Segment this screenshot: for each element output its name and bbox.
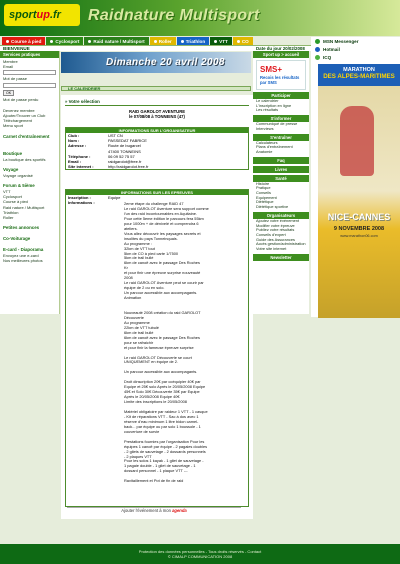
desc-line: back... par équipe ou par solo 1 boussole - 1	[124, 423, 201, 429]
nav-label: Cyclosport	[55, 38, 80, 44]
forum-heading[interactable]: Forum & 5ième	[3, 183, 35, 189]
calendar-bar[interactable]	[61, 86, 251, 91]
bullet-icon	[50, 40, 53, 43]
event-description	[124, 202, 242, 489]
sante-link[interactable]: Equipement	[256, 194, 277, 200]
entrainer-link[interactable]: Plans d'entraînement	[256, 144, 293, 150]
forum-link[interactable]: Roller	[3, 215, 14, 221]
logo-text-1: sport	[9, 9, 37, 21]
add-to-agenda[interactable]	[67, 507, 241, 513]
agenda-brand: agenda	[172, 508, 187, 513]
nav-label: Roller	[158, 38, 172, 44]
poster-date: 9 NOVEMBRE 2008	[333, 226, 385, 232]
row-value: Equipe	[108, 195, 121, 200]
poster-title-2: DES ALPES-MARITIMES	[323, 73, 395, 80]
sport-nav	[0, 37, 310, 45]
bullet-icon	[88, 40, 91, 43]
forgot-password-link[interactable]: Mot de passe perdu	[3, 96, 39, 102]
row-value: 06 09 52 75 57	[108, 153, 135, 159]
sportup-link[interactable]: Sport up > accueil	[253, 51, 309, 58]
member-label: Membre	[3, 59, 18, 64]
nav-label: Triathlon	[185, 38, 206, 44]
member-link[interactable]: Ajouter/Trouver un Club	[3, 113, 46, 119]
faq-heading[interactable]: Faq	[253, 157, 309, 164]
icq-icon	[315, 55, 320, 60]
msn-link[interactable]	[311, 37, 400, 45]
member-link[interactable]: Menu sport	[3, 123, 24, 129]
informer-heading: S'informer	[253, 115, 309, 122]
desc-line: insolites du pays Tonneinquais.	[124, 235, 178, 241]
forum-link[interactable]: Course à pied	[3, 199, 28, 205]
msn-label: MSN Messenger	[323, 38, 359, 44]
row-key: Site internet :	[68, 164, 94, 170]
org-link[interactable]: Votre site internet	[256, 246, 287, 252]
desc-line: réserve d'eau minimum 1 litre bidon camel-	[124, 418, 199, 424]
member-link[interactable]: Devenez membre	[3, 107, 35, 113]
icq-link[interactable]	[311, 53, 400, 61]
services-heading: Services pratiques	[0, 51, 59, 58]
participer-link[interactable]: Les résultats	[256, 107, 279, 113]
voyage-link[interactable]: Voyage organisé	[3, 172, 33, 178]
participer-link[interactable]: L'inscription en ligne	[256, 102, 292, 108]
desc-line: UNIQUEMENT en équipe de 2.	[124, 359, 178, 365]
calendar-label: LE CALENDRIER	[68, 86, 101, 91]
site-title: Raidnature Multisport	[88, 7, 260, 24]
annonces-heading[interactable]: Petites annonces	[3, 225, 40, 231]
desc-line: 2008	[124, 275, 133, 281]
email-link[interactable]: raidgarolot@free.fr	[108, 159, 142, 165]
nav-raid[interactable]	[84, 37, 148, 45]
row-key: Nom :	[68, 138, 80, 144]
desc-line: 6km de trail bullé	[124, 329, 154, 335]
organizer-table	[65, 127, 249, 170]
table-row	[66, 164, 248, 169]
nav-co[interactable]	[233, 37, 253, 45]
desc-line: Nouveauté 2008 création du raid GAROLOT	[124, 309, 201, 315]
row-value: UST CN	[108, 133, 123, 138]
entrainer-heading: S'entraîner	[253, 134, 309, 141]
desc-line: Au programme	[124, 319, 150, 325]
desc-line: 5km de CO à pied carte 1/7500	[124, 250, 179, 256]
desc-line: 6km de canoë avec le passage Des Roches	[124, 334, 200, 340]
org-link[interactable]: Publiez votre résultats	[256, 227, 295, 233]
member-link[interactable]: Téléchargement	[3, 118, 32, 124]
row-value: PASSEDAT FABRICE	[108, 138, 147, 144]
org-link[interactable]: Guide des Assurances	[256, 236, 295, 242]
desc-line: Le raid GAROLOT Aventure sera support comme	[124, 205, 209, 211]
runner-illustration	[340, 106, 374, 176]
raid-name: RAID GAROLOT AVENTURE	[128, 109, 186, 114]
desc-line	[124, 484, 242, 489]
events-header: INFORMATIONS SUR LES EPREUVES	[66, 190, 248, 195]
bullet-icon	[237, 40, 240, 43]
forum-link[interactable]: Cyclosport	[3, 194, 22, 200]
desc-line: Le raid GAROLOT Découverte se court	[124, 354, 192, 360]
desc-line: équipe de 2 ou en solo.	[124, 285, 165, 291]
desc-line: et pour finir la fameuse épreuve surprise	[124, 344, 194, 350]
desc-line: l'un des raid incontournables en Aquitaine.	[124, 210, 197, 216]
nav-label: CO	[241, 38, 249, 44]
livres-heading[interactable]: Livres	[253, 166, 309, 173]
nav-label: VTT	[219, 38, 228, 44]
ecard-heading[interactable]: E-card - Diaporama	[3, 247, 44, 253]
desc-line: - 2 gilets de sauvetage - 2 dossards personnels	[124, 448, 206, 454]
login-ok-button[interactable]: OK	[3, 90, 14, 96]
organizer-header: INFORMATIONS SUR L'ORGANISATEUR	[66, 128, 248, 133]
raid-date: le 07/08/08 à TONNEINS (47)	[129, 114, 185, 119]
sante-link[interactable]: Diététique sportive	[256, 204, 289, 210]
row-key: Adresse :	[68, 143, 87, 149]
org-link[interactable]: Ajoutez votre événement	[256, 217, 300, 223]
main-content	[61, 95, 253, 519]
desc-line: Un parcour accessible aux accompagants.	[124, 369, 198, 375]
desc-line: couverture de survie	[124, 428, 160, 434]
desc-line: Vous allez découvrir les paysages secrets et	[124, 230, 201, 236]
footer-copyright: © CIMALP COMMUNICATION 2008	[167, 554, 233, 559]
entrainer-link[interactable]: Calculateurs	[256, 139, 278, 145]
nav-label: Raid nature / Multisport	[93, 38, 145, 44]
website-link[interactable]: http://raidgarolot.free.fr	[108, 164, 149, 170]
hotmail-link[interactable]	[311, 45, 400, 53]
sante-heading: Santé	[253, 175, 309, 182]
desc-line: dossard personnel - 1 plaque VTT ---	[124, 468, 188, 474]
footer-links[interactable]: Protection des données personnelles - Tous droits réservés - Contact	[138, 549, 262, 554]
nav-cyclosport[interactable]	[46, 37, 83, 45]
sante-link[interactable]: Diététique	[256, 199, 274, 205]
row-key: Informations :	[68, 200, 95, 206]
desc-line: Un parcour accessible aux accompagants.	[124, 290, 198, 296]
site-footer	[0, 544, 400, 564]
hotmail-icon	[315, 47, 320, 52]
right-sidebar	[253, 51, 309, 314]
msn-icon	[315, 39, 320, 44]
desc-line: Equipe et 25€ solo Après le 20/05/2008 Equipe	[124, 384, 206, 390]
sante-link[interactable]: Histoire	[256, 180, 270, 186]
desc-line: Le raid GAROLOT Aventure peut se courir par	[124, 280, 204, 286]
row-key: Inscription :	[68, 195, 91, 200]
email-field[interactable]	[3, 70, 56, 75]
desc-line: 5km de trail bullé	[124, 255, 154, 261]
sms-subtitle: Recois les résultats par SMS	[260, 75, 300, 85]
desc-line: Droit dinscription 20€ par coéquipier 40€ par	[124, 379, 201, 385]
forum-link[interactable]: Triathlon	[3, 209, 19, 215]
desc-line: Kr	[124, 265, 128, 271]
sante-link[interactable]: Pratique	[256, 185, 271, 191]
row-key: Téléphone :	[68, 153, 91, 159]
desc-line: 22km de VTT tubulé	[124, 324, 159, 330]
poster-city: NICE-CANNES	[327, 212, 391, 222]
nav-triathlon[interactable]	[177, 37, 209, 45]
welcome-text: BIENVENUE	[3, 46, 30, 51]
sms-title: SMS+	[260, 65, 283, 74]
desc-line: pour se rafraichir	[124, 339, 154, 345]
informer-link[interactable]: Interviews	[256, 125, 274, 131]
forum-link[interactable]: Raid nature / Multisport	[3, 204, 45, 210]
row-key: Club :	[68, 133, 80, 138]
desc-line: Prestations fournies par l'organisation Pour les	[124, 438, 205, 444]
poster-title-1: MARATHON	[343, 67, 375, 73]
ecard-link[interactable]: Nos meilleures photos	[3, 258, 43, 264]
nav-label: Course à pied	[11, 38, 42, 44]
ecard-link[interactable]: Envoyez une e-card	[3, 253, 39, 259]
icq-label: ICQ	[323, 54, 332, 60]
desc-line: 32km de VTT tout	[124, 245, 155, 251]
informer-link[interactable]: Communiqué de presse	[256, 121, 298, 127]
organisateurs-heading: Organisateurs	[253, 212, 309, 219]
desc-line: Découverte	[124, 314, 144, 320]
row-key: Email :	[68, 159, 82, 165]
carnet-heading[interactable]: Carnet d'entraînement	[3, 133, 50, 139]
entrainer-link[interactable]: Anatomie	[256, 148, 273, 154]
bullet-icon	[181, 40, 184, 43]
desc-line: Ravitaillement et Pot de fin de raid	[124, 478, 184, 484]
bullet-icon	[154, 40, 157, 43]
email-label: Email	[3, 64, 14, 70]
poster-url: www.marathon06.com	[340, 234, 378, 238]
left-sidebar	[0, 51, 60, 314]
logo-text-3: .fr	[49, 9, 61, 21]
covoiturage-heading[interactable]: Co-Voiturage	[3, 236, 31, 242]
participer-heading: Participer	[253, 92, 309, 99]
desc-line: ateliers.	[124, 225, 138, 231]
sante-link[interactable]: Conseils	[256, 190, 271, 196]
bullet-icon	[214, 40, 217, 43]
divider	[65, 105, 249, 106]
desc-line: - Kit de réparations VTT - Sac à dos avec 1	[124, 413, 199, 419]
desc-line: Pour les solos 1 kayak - 1 gilet de sauvetage -	[124, 458, 204, 464]
password-label: Mot de passe	[3, 76, 28, 82]
boutique-link[interactable]: La boutique des sportifs	[3, 156, 46, 162]
site-header	[0, 0, 400, 36]
newsletter-heading[interactable]: Newsletter	[253, 254, 309, 261]
participer-link[interactable]: Le calendrier	[256, 98, 279, 103]
voyage-heading[interactable]: Voyage	[3, 166, 19, 172]
desc-line: Au programme :	[124, 240, 152, 246]
desc-line: pour 1000m + de dénivelé et comprendra 6	[124, 220, 199, 226]
current-date: Date du jour 20/02/2008	[256, 46, 305, 51]
desc-line: 1 pagaie double - 1 gilet de sauvetage - 1	[124, 463, 196, 469]
org-link[interactable]: Modifier votre épreuve	[256, 222, 295, 228]
password-field[interactable]	[3, 83, 56, 88]
desc-line: 45€ et Solo 30€ Découverte 35€ par Equipe	[124, 389, 200, 395]
nav-vtt[interactable]	[210, 37, 232, 45]
org-link[interactable]: Accès gestion/administration	[256, 241, 306, 247]
agenda-text: Ajouter l'événement à mon	[121, 508, 171, 513]
nav-course[interactable]	[2, 37, 45, 45]
bullet-icon	[6, 40, 9, 43]
desc-line: et pour finir une épreuve surprise nouveauté	[124, 270, 201, 276]
far-right-column	[311, 37, 400, 317]
row-value: 47400 TONNEINS	[108, 148, 141, 154]
banner-text: Dimanche 20 avril 2008	[106, 57, 225, 68]
desc-line: Limite des inscriptions le 20/05/2008	[124, 399, 187, 405]
poster-header	[318, 64, 400, 86]
hotmail-label: Hotmail	[323, 46, 340, 52]
marathon-ad[interactable]	[318, 64, 400, 318]
desc-line: Pour cette 5eme édition le parcours fera 55km	[124, 215, 204, 221]
nav-roller[interactable]	[150, 37, 176, 45]
desc-line: 2eme étape du challenge RAID 47	[124, 201, 184, 206]
desc-line: - 2 plaques VTT	[124, 453, 152, 459]
desc-line: Matériel obligatoire par raideur 1 VTT - 1 casque	[124, 408, 208, 414]
logo-text-2: up	[36, 9, 50, 21]
event-banner	[61, 52, 251, 73]
boutique-heading[interactable]: Boutique	[3, 150, 23, 156]
desc-line: équipes 1 canoë par équipe - 2 pagaies doubles	[124, 443, 208, 449]
desc-line: Après le 20/05/2008 Equipe 40€	[124, 394, 180, 400]
sms-ad[interactable]	[256, 60, 306, 90]
row-value: Route de bugarcel	[108, 143, 141, 149]
desc-line: Animation	[124, 295, 142, 301]
forum-link[interactable]: VTT	[3, 189, 11, 195]
site-logo[interactable]	[4, 4, 80, 26]
selection-heading: » Votre sélection	[65, 99, 100, 104]
org-link[interactable]: Conseils d'expert	[256, 231, 286, 237]
desc-line: 6km de canoë avec le passage Des Roches	[124, 260, 200, 266]
